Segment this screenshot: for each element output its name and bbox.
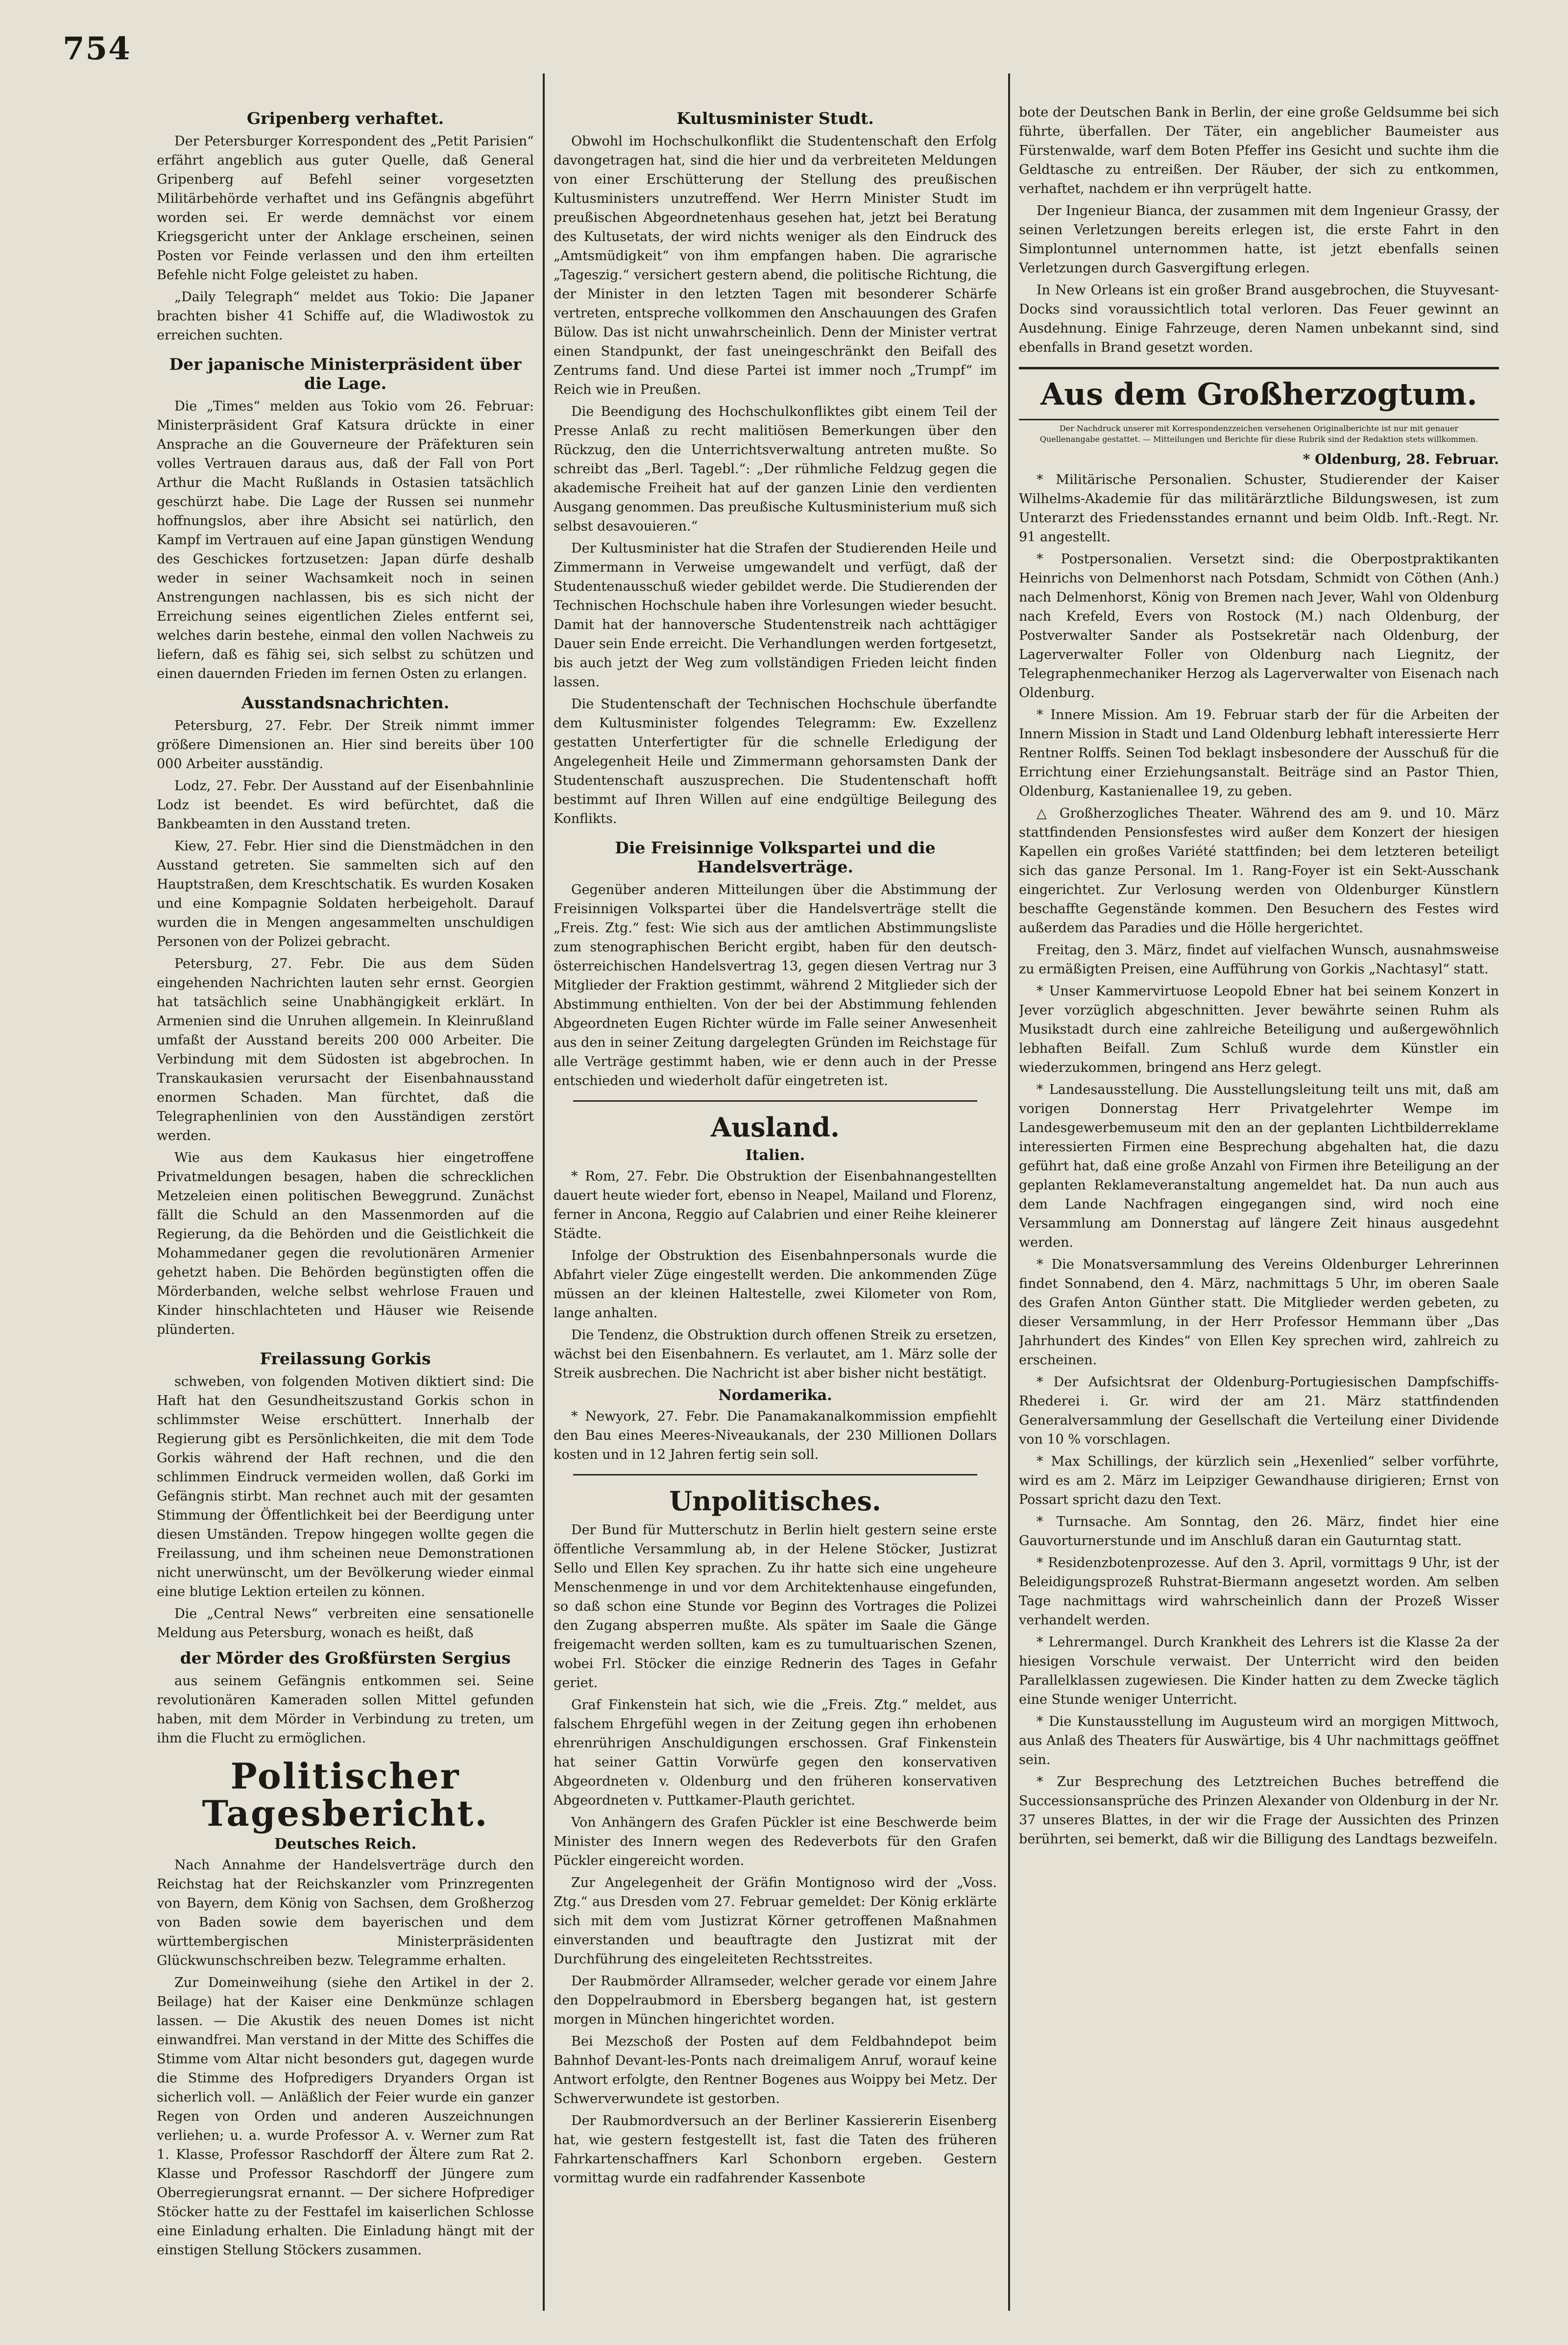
article-paragraph: Nach Annahme der Handelsverträge durch den Reichstag hat der Reichskanzler vom Prinzregenten von Bayern, dem König von Sachsen, dem Großherzog von Baden sowie dem bayerischen und dem württembergischen Ministerpräsidenten Glückwunschschreiben bezw. Telegramme erhalten. [157, 1858, 534, 1969]
article-paragraph: Der Kultusminister hat die Strafen der Studierenden Heile und Zimmermann in Verweise umgewandelt und verfügt, daß der Studentenausschuß wieder gebildet werde. Die Studierenden der Technischen Hochschule haben ihre Vorlesungen wieder besucht. Damit hat der hannoversche Studentenstreik nach achttägiger Dauer sein Ende erreicht. Die Verhandlungen werden fortgesetzt, bis auch jetzt der Weg zum vollständigen Frieden leicht finden lassen. [554, 541, 997, 690]
article-paragraph: Graf Finkenstein hat sich, wie die „Freis. Ztg.“ meldet, aus falschem Ehrgefühl wegen in der Zeitung gegen ihn erhobenen ehrenrührigen Anschuldigungen erschossen. Graf Finkenstein hat seiner Gattin Vorwürfe gegen den konservativen Abgeordneten v. Oldenburg und den früheren konservativen Abgeordneten v. Puttkamer-Plauth gerichtet. [554, 1697, 997, 1808]
article-paragraph: Der Ingenieur Bianca, der zusammen mit dem Ingenieur Grassy, der seinen Verletzungen bereits erlegen ist, die erste Fahrt in den Simplontunnel unternommen hatte, ist jetzt ebenfalls seinen Verletzungen durch Gasvergiftung erlegen. [1019, 203, 1499, 276]
article-paragraph: * Newyork, 27. Febr. Die Panamakanalkommission empfiehlt den Bau eines Meeres-Niveaukanals, der 230 Millionen Dollars kosten und in 12 Jahren fertig sein soll. [554, 1409, 997, 1462]
article-paragraph: * Residenzbotenprozesse. Auf den 3. April, vormittags 9 Uhr, ist der Beleidigungsprozeß Ruhstrat-Biermann angesetzt worden. Am selben Tage nachmittags wird wahrscheinlich dann der Prozeß Wisser verhandelt werden. [1019, 1555, 1499, 1628]
article-heading: Die Freisinnige Volkspartei und die Handelsverträge. [615, 838, 936, 876]
article-gorki [157, 1349, 534, 1748]
article-paragraph: * Die Monatsversammlung des Vereins Oldenburger Lehrerinnen findet Sonnabend, den 4. März, nachmittags 5 Uhr, im oberen Saale des Grafen Anton Günther statt. Die Mitglieder werden gebeten, zu dieser Versammlung, in der Herr Professor Hemmann über „Das Jahrhundert des Kindes“ von Ellen Key sprechen wird, zahlreich zu erscheinen. [1019, 1257, 1499, 1368]
article-heading: Ausstandsnachrichten. [241, 693, 450, 712]
article-paragraph: Petersburg, 27. Febr. Der Streik nimmt immer größere Dimensionen an. Hier sind bereits über 100 000 Arbeiter ausständig. [157, 718, 534, 772]
article-paragraph: Petersburg, 27. Febr. Die aus dem Süden eingehenden Nachrichten lauten sehr ernst. Georgien hat tatsächlich seine Unabhängigkeit erklärt. In Armenien sind die Unruhen allgemein. In Kleinrußland umfaßt der Ausstand bereits 200 000 Arbeiter. Die Verbindung mit dem Südosten ist abgebrochen. In Transkaukasien verursacht der Eisenbahnausstand enormen Schaden. Man fürchtet, daß die Telegraphenlinien von den Ausständigen zerstört werden. [157, 956, 534, 1143]
article-paragraph: Zur Domeinweihung (siehe den Artikel in der 2. Beilage) hat der Kaiser eine Denkmünze schlagen lassen. — Die Akustik des neuen Domes ist nicht einwandfrei. Man verstand in der Mitte des Schiffes die Stimme vom Altar nicht besonders gut, dagegen wurde die Stimme des Hofpredigers Dryanders Organ ist sicherlich voll. — Anläßlich der Feier wurde ein ganzer Regen von Orden und anderen Auszeichnungen verliehen; u. a. wurde Professor A. v. Werner zum Rat 1. Klasse, Professor Raschdorff der Ältere zum Rat 2. Klasse und Professor Raschdorff der Jüngere zum Oberregierungsrat ernannt. — Der sichere Hofprediger Stöcker hatte zu der Festtafel im kaiserlichen Schlosse eine Einladung erhalten. Die Einladung hängt mit der einstigen Stellung Stöckers zusammen. [157, 1975, 534, 2258]
article-paragraph: Die „Central News“ verbreiten eine sensationelle Meldung aus Petersburg, wonach es heißt, daß [157, 1606, 534, 1641]
article-paragraph: * Innere Mission. Am 19. Februar starb der für die Arbeiten der Innern Mission in Stadt und Land Oldenburg lebhaft interessierte Herr Rentner Rolffs. Seinen Tod beklagt insbesondere der Ausschuß für die Errichtung einer Erziehungsanstalt. Beiträge sind an Pastor Thien, Oldenburg, Kastanienallee 19, zu geben. [1019, 707, 1499, 799]
article-paragraph: Der Raubmörder Allramseder, welcher gerade vor einem Jahre den Doppelraubmord in Ebersberg begangen hat, ist gestern morgen in München hingerichtet worden. [554, 1974, 997, 2027]
article-heading: Der japanische Ministerpräsident über die Lage. [169, 355, 522, 393]
section-divider [573, 1474, 977, 1475]
article-heading: Kultusminister Studt. [676, 109, 874, 128]
article-gripenberg [157, 109, 534, 345]
section-subheading: Italien. [745, 1147, 805, 1164]
article-paragraph: * Rom, 27. Febr. Die Obstruktion der Eisenbahnangestellten dauert heute wieder fort, ebenso in Neapel, Mailand und Florenz, ferner in Ancona, Reggio auf Calabrien und einer Reihe kleinerer Städte. [554, 1169, 997, 1241]
article-paragraph: * Postpersonalien. Versetzt sind: die Oberpostpraktikanten Heinrichs von Delmenhorst nach Potsdam, Schmidt von Cöthen (Anh.) nach Delmenhorst, König von Bremen nach Jever, Wahl von Oldenburg nach Krefeld, Evers von Rostock (M.) nach Oldenburg, der Postverwalter Sander als Postsekretär nach Oldenburg, der Lagerverwalter Foller von Oldenburg nach Liegnitz, der Telegraphenmechaniker Herzog als Lagerverwalter von Eisenach nach Oldenburg. [1019, 552, 1499, 701]
section-heading: Politischer Tagesbericht. [202, 1755, 489, 1834]
article-paragraph: Bei Mezschoß der Posten auf dem Feldbahndepot beim Bahnhof Devant-les-Ponts nach dreimaligem Anruf, worauf keine Antwort erfolgte, den Rentner Bogenes aus Woippy bei Metz. Der Schwerverwundete ist gestorben. [554, 2034, 997, 2106]
article-paragraph: Lodz, 27. Febr. Der Ausstand auf der Eisenbahnlinie Lodz ist beendet. Es wird befürchtet, daß die Bankbeamten in den Ausstand treten. [157, 778, 534, 832]
article-paragraph: Die Beendigung des Hochschulkonfliktes gibt einem Teil der Presse Anlaß zu recht malitiösen Bemerkungen über den Rückzug, den die Unterrichtsverwaltung antreten mußte. So schreibt das „Berl. Tagebl.“: „Der rühmliche Feldzug gegen die akademische Freiheit hat auf der ganzen Linie den verdienten Ausgang genommen. Das preußische Kultusministerium muß sich selbst desavouieren.“ [554, 404, 997, 534]
article-paragraph: Kiew, 27. Febr. Hier sind die Dienstmädchen in den Ausstand getreten. Sie sammelten sich auf den Hauptstraßen, dem Kreschtschatik. Es wurden Kosaken und eine Kompagnie Soldaten herbeigeholt. Darauf wurden die in Mengen angesammelten unschuldigen Personen von der Polizei gebracht. [157, 839, 534, 949]
article-paragraph: In New Orleans ist ein großer Brand ausgebrochen, die Stuyvesant-Docks sind voraussichtlich total verloren. Das Feuer gewinnt an Ausdehnung. Einige Fahrzeuge, deren Namen unbekannt sind, sind ebenfalls in Brand gesetzt worden. [1019, 283, 1499, 355]
article-paragraph: Die Tendenz, die Obstruktion durch offenen Streik zu ersetzen, wächst bei den Eisenbahnern. Es verlautet, am 1. März solle der Streik ausbrechen. Die Nachricht ist aber bisher nicht bestätigt. [554, 1328, 997, 1381]
section-subheading: Deutsches Reich. [274, 1836, 417, 1853]
article-paragraph: * Landesausstellung. Die Ausstellungsleitung teilt uns mit, daß am vorigen Donnerstag Herr Privatgelehrter Wempe im Landesgewerbemuseum mit den an der geplanten Lichtbilderreklame interessierten Firmen eine Besprechung abgehalten hat, die dazu geführt hat, daß eine große Anzahl von Firmen ihre Beteiligung an der geplanten Reklameveranstaltung angemeldet hat. Da nun auch aus dem Lande Nachfragen eingegangen sind, wird noch eine Versammlung am Donnerstag auf längere Zeit hinaus ausgedehnt werden. [1019, 1082, 1499, 1251]
section-subheading: Nordamerika. [718, 1387, 832, 1404]
article-paragraph: Wie aus dem Kaukasus hier eingetroffene Privatmeldungen besagen, haben die schrecklichen Metzeleien einen politischen Beweggrund. Zunächst fällt die Schuld an den Massenmorden auf die Regierung, da die Behörden und die Geistlichkeit die Mohammedaner gegen die revolutionären Armenier gehetzt haben. Die Behörden begünstigten offen die Mörderbanden, welche selbst wehrlose Frauen und Kinder hinschlachteten und Häuser wie Reisende plünderten. [157, 1150, 534, 1337]
section-divider [573, 1100, 977, 1102]
article-paragraph: * Die Kunstausstellung im Augusteum wird an morgigen Mittwoch, aus Anlaß des Theaters für Auswärtige, bis 4 Uhr nachmittags geöffnet sein. [1019, 1714, 1499, 1768]
column-2 [554, 103, 997, 2311]
article-paragraph: Infolge der Obstruktion des Eisenbahnpersonals wurde die Abfahrt vieler Züge eingestellt werden. Die ankommenden Züge müssen an der kleinen Haltestelle, zwei Kilometer von Rom, lange anhalten. [554, 1248, 997, 1321]
article-paragraph: * Max Schillings, der kürzlich sein „Hexenlied“ selber vorführte, wird es am 2. März im Leipziger Gewandhause dirigieren; Ernst von Possart spricht dazu den Text. [1019, 1454, 1499, 1508]
article-paragraph: * Unser Kammervirtuose Leopold Ebner hat bei seinem Konzert in Jever vorzüglich abgeschnitten. Jever bewährte seinen Ruhm als Musikstadt durch eine zahlreiche Beteiligung und außergewöhnlich lebhaften Beifall. Zum Schluß wurde dem Künstler ein wiederzukommen, bringend ans Herz gelegt. [1019, 984, 1499, 1076]
section-ausland [554, 1112, 997, 1464]
article-paragraph: * Militärische Personalien. Schuster, Studierender der Kaiser Wilhelms-Akademie für das militärärztliche Bildungswesen, ist zum Unterarzt des Friedensstandes ernannt und beim Oldb. Inft.-Regt. Nr. 91 angestellt. [1019, 472, 1499, 545]
article-continued [1019, 103, 1499, 357]
article-paragraph: bote der Deutschen Bank in Berlin, der eine große Geldsumme bei sich führte, überfallen. Der Täter, ein angeblicher Baumeister aus Fürstenwalde, warf dem Boten Pfeffer ins Gesicht und suchte ihm die Geldtasche zu entreißen. Der Räuber, der sich zu entkommen, verhaftet, nachdem er ihn verprügelt hatte. [1019, 105, 1499, 196]
article-paragraph: Zur Angelegenheit der Gräfin Montignoso wird der „Voss. Ztg.“ aus Dresden vom 27. Februar gemeldet: Der König erklärte sich mit dem vom Justizrat Körner getroffenen Maßnahmen einverstanden und beauftragte den Justizrat mit der Durchführung des eingeleiteten Rechtsstreites. [554, 1875, 997, 1967]
page-number: 754 [63, 30, 131, 67]
article-paragraph: Gegenüber anderen Mitteilungen über die Abstimmung der Freisinnigen Volkspartei über die Handelsverträge stellt die „Freis. Ztg.“ fest: Wie sich aus der amtlichen Abstimmungsliste zum stenographischen Bericht ergibt, haben für den deutsch-österreichischen Handelsvertrag 13, gegen diesen Vertrag nur 3 Mitglieder der Fraktion gestimmt, während 2 Mitglieder sich der Abstimmung enthielten. Von der bei der Abstimmung fehlenden Abgeordneten Eugen Richter würde im Falle seiner Anwesenheit aus den in seiner Zeitung dargelegten Gründen im Reichstage für alle Verträge gestimmt haben, wie er denn auch in der Presse entschieden und wiederholt dafür eingetreten ist. [554, 882, 997, 1088]
section-heading: Aus dem Großherzogtum. [1019, 367, 1499, 420]
article-paragraph: * Der Aufsichtsrat der Oldenburg-Portugiesischen Dampfschiffs-Rhederei i. Gr. wird der am 21. März stattfindenden Generalversammlung der Gesellschaft die Verteilung einer Dividende von 10 % vorschlagen. [1019, 1375, 1499, 1448]
article-paragraph: Von Anhängern des Grafen Pückler ist eine Beschwerde beim Minister des Innern wegen des Redeverbots für den Grafen Pückler eingereicht worden. [554, 1815, 997, 1868]
article-paragraph: * Lehrermangel. Durch Krankheit des Lehrers ist die Klasse 2a der hiesigen Vorschule verwaist. Der Unterricht wird den beiden Parallelklassen zugewiesen. Die Kinder hatten zu dem Zwecke täglich eine Stunde weniger Unterricht. [1019, 1635, 1499, 1708]
column-rule [1008, 73, 1010, 2311]
article-studt [554, 109, 997, 828]
reprint-notice: Der Nachdruck unserer mit Korrespondenzzeichen versehenen Originalberichte ist nur mit genauer Quellenangabe gestattet. — Mitteilungen und Berichte für diese Rubrik sind der Redaktion stets willkommen. [1039, 424, 1478, 444]
article-paragraph: Freitag, den 3. März, findet auf vielfachen Wunsch, ausnahmsweise zu ermäßigten Preisen, eine Aufführung von Gorkis „Nachtasyl“ statt. [1019, 943, 1499, 977]
article-heading: der Mörder des Großfürsten Sergius [180, 1648, 511, 1668]
article-freisinn [554, 838, 997, 1090]
dateline: * Oldenburg, 28. Februar. [1303, 451, 1499, 468]
section-tagesbericht [157, 1755, 534, 2260]
article-paragraph: Der Bund für Mutterschutz in Berlin hielt gestern seine erste öffentliche Versammlung ab, in der Helene Stöcker, Justizrat Sello und Ellen Key sprachen. Zu ihr hatte sich eine ungeheure Menschenmenge in und vor dem Architektenhause eingefunden, so daß schon eine Stunde vor Beginn des Vortrages die Polizei den Zugang absperren mußte. Als später im Saale die Gänge freigemacht werden sollten, kam es zu tumultuarischen Szenen, wobei Frl. Stöcker die einzige Rednerin des Tages in Gefahr geriet. [554, 1523, 997, 1691]
article-paragraph: * Turnsache. Am Sonntag, den 26. März, findet hier eine Gauvorturnerstunde und im Anschluß daran ein Gauturntag statt. [1019, 1514, 1499, 1549]
article-paragraph: Der Raubmordversuch an der Berliner Kassiererin Eisenberg hat, wie gestern festgestellt ist, fast die Taten des früheren Fahrkartenschaffners Karl Schonborn ergeben. Gestern vormittag wurde ein radfahrender Kassenbote [554, 2113, 997, 2186]
article-paragraph: Der Petersburger Korrespondent des „Petit Parisien“ erfährt angeblich aus guter Quelle, daß General Gripenberg auf Befehl seiner vorgesetzten Militärbehörde verhaftet und ins Gefängnis abgeführt worden sei. Er werde demnächst vor einem Kriegsgericht unter der Anklage erscheinen, seinen Posten vor Feinde verlassen und den ihm erteilten Befehle nicht Folge geleistet zu haben. [157, 134, 534, 283]
column-rule [543, 73, 545, 2311]
article-heading: Gripenberg verhaftet. [246, 109, 444, 128]
article-paragraph: „Daily Telegraph“ meldet aus Tokio: Die Japaner brachten bisher 41 Schiffe auf, die Wladiwostok zu erreichen suchten. [157, 290, 534, 343]
section-heading: Unpolitisches. [669, 1485, 881, 1517]
article-paragraph: △ Großherzogliches Theater. Während des am 9. und 10. März stattfindenden Pensionsfestes wird außer dem Konzert der hiesigen Kapellen ein großes Variété stattfinden; bei dem letzteren beteiligt sich das ganze Personal. Im 1. Rang-Foyer ist ein Sekt-Ausschank eingerichtet. Zur Verlosung werden von Oldenburger Künstlern beschaffte Gegenstände kommen. Den Besuchern des Festes wird außerdem das Paradies und die Hölle hergerichtet. [1019, 806, 1499, 936]
column-1 [157, 103, 534, 2311]
article-paragraph: Obwohl im Hochschulkonflikt die Studentenschaft den Erfolg davongetragen hat, sind die hier und da verbreiteten Meldungen von einer Erschütterung der Stellung des preußischen Kultusministers unzutreffend. Wer Herrn Minister Studt im preußischen Abgeordnetenhaus gesehen hat, jetzt bei Beratung des Kultusetats, der wird nichts weniger als den Eindruck des „Amtsmüdigkeit“ von ihm empfangen haben. Die agrarische „Tageszig.“ versichert gestern abend, die politische Richtung, die der Minister in den letzten Tagen mit besonderer Schärfe vertreten, entspreche vollkommen den Anschauungen des Grafen Bülow. Das ist nicht unwahrscheinlich. Denn der Minister vertrat einen Standpunkt, der fast uneingeschränkt den Beifall des Zentrums fand. Und diese Partei ist immer noch „Trumpf“ im Reich wie in Preußen. [554, 134, 997, 397]
column-3 [1019, 103, 1499, 2311]
article-paragraph: * Zur Besprechung des Letztreichen Buches betreffend die Successionsansprüche des Prinzen Alexander von Oldenburg in der Nr. 37 unseres Blattes, in der wir die Frage der Aussichten des Prinzen berührten, sei bemerkt, daß wir die Billigung des Landtags bezweifeln. [1019, 1774, 1499, 1847]
section-heading: Ausland. [711, 1112, 840, 1143]
article-paragraph: Die „Times“ melden aus Tokio vom 26. Februar: Ministerpräsident Graf Katsura drückte in einer Ansprache an die Gouverneure der Präfekturen sein volles Vertrauen daraus aus, daß der Fall von Port Arthur die Macht Rußlands in Ostasien tatsächlich geschürzt habe. Die Lage der Russen sei nunmehr hoffnungslos, aber ihre Absicht sei natürlich, den Kampf im Vertrauen auf eine Japan günstigen Wendung des Geschickes fortzusetzen: Japan dürfe deshalb weder in seiner Wachsamkeit noch in seinen Anstrengungen nachlassen, bis es sich nicht der Erreichung seines eigentlichen Zieles entfernt sei, welches darin bestehe, einmal den vollen Nachweis zu liefern, daß es fähig sei, sich selbst zu schützen und einen dauernden Frieden im fernen Osten zu erlangen. [157, 399, 534, 681]
section-grossherzogtum [1019, 367, 1499, 1849]
section-unpolitisches [554, 1485, 997, 2188]
article-paragraph: aus seinem Gefängnis entkommen sei. Seine revolutionären Kameraden sollen Mittel gefunden haben, mit dem Mörder in Verbindung zu treten, um ihm die Flucht zu ermöglichen. [157, 1673, 534, 1746]
article-strikes [157, 693, 534, 1339]
article-paragraph: Die Studentenschaft der Technischen Hochschule überfandte dem Kultusminister folgendes Telegramm: Ew. Exzellenz gestatten Unterfertigter für die schnelle Erledigung der Angelegenheit Heile und Zimmermann gehorsamsten Dank der Studentenschaft auszusprechen. Die Studentenschaft hofft bestimmt auf Ihren Willen auf eine endgültige Beilegung des Konflikts. [554, 697, 997, 826]
article-paragraph: schweben, von folgenden Motiven diktiert sind: Die Haft hat den Gesundheitszustand Gorkis schon in schlimmster Weise erschüttert. Innerhalb der Regierung gibt es Persönlichkeiten, die mit dem Tode Gorkis während der Haft rechnen, und die den schlimmen Eindruck vermeiden wollen, daß Gorki im Gefängnis stirbt. Man rechnet auch mit der gesamten Stimmung der Öffentlichkeit bei der Beerdigung unter diesen Umständen. Trepow hingegen wollte gegen die Freilassung, und ihm scheinen neue Demonstrationen nicht unerwünscht, um der Bevölkerung wieder einmal eine blutige Lektion erteilen zu können. [157, 1374, 534, 1599]
article-heading: Freilassung Gorkis [260, 1349, 431, 1368]
article-japan-minister [157, 355, 534, 683]
